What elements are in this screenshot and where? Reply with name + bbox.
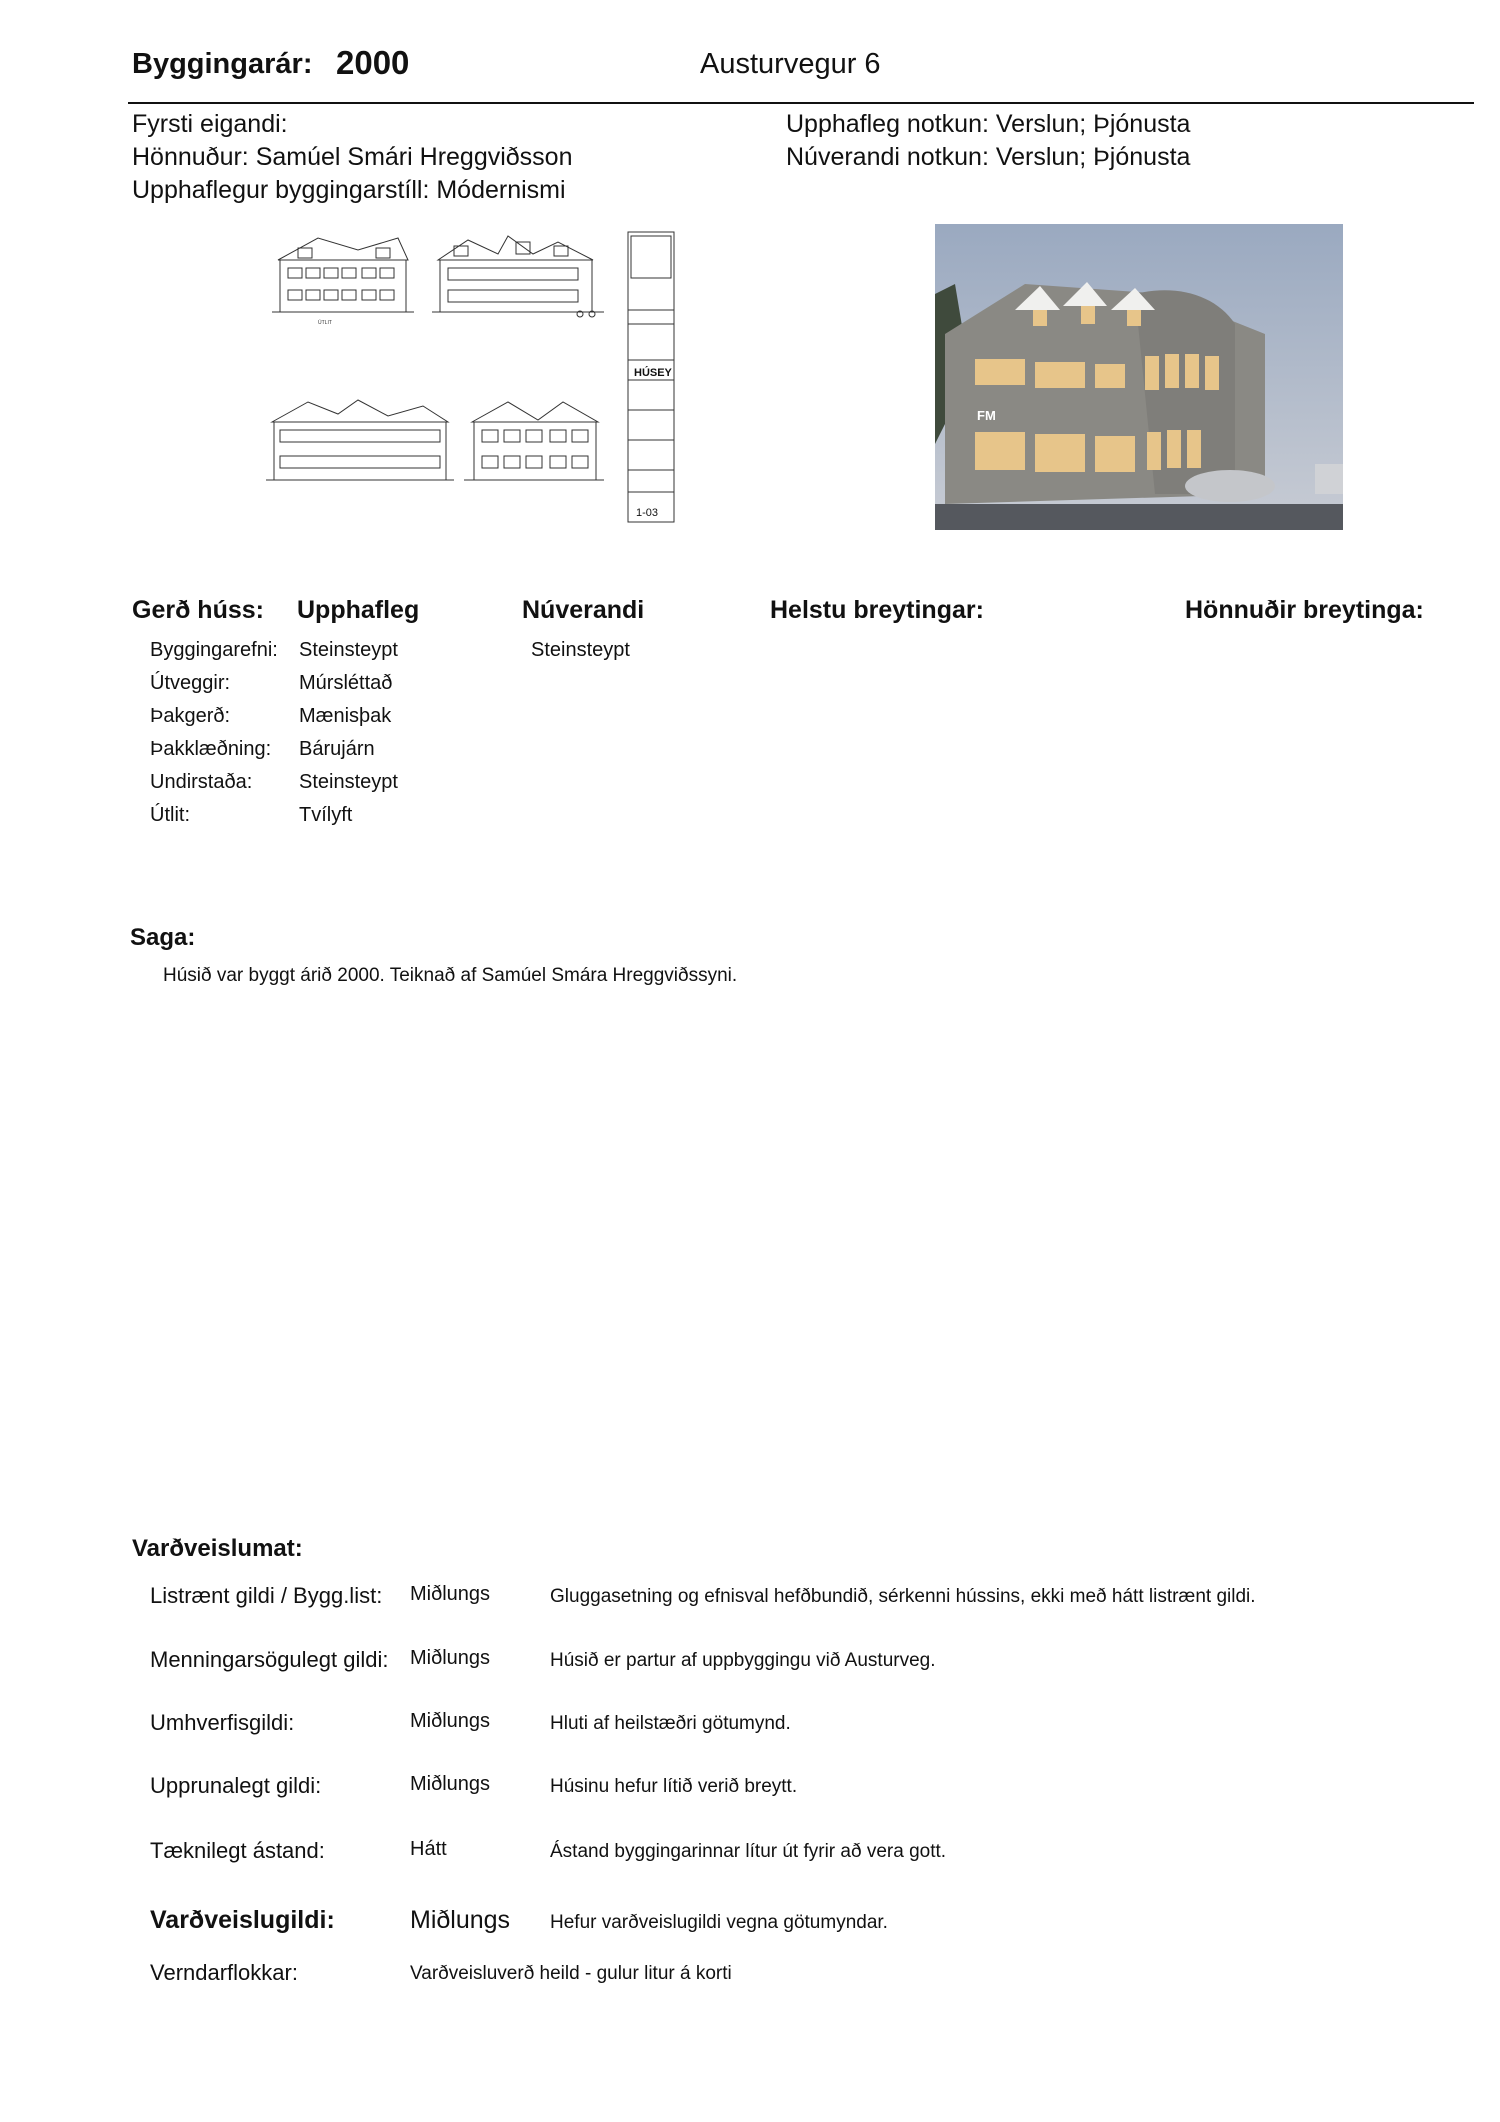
elevation-drawing [258, 230, 676, 524]
original-roof-type: Mænisþak [299, 705, 392, 727]
assessment-heading: Varðveislumat: [132, 1535, 303, 1562]
first-owner: Fyrsti eigandi: [132, 110, 288, 138]
address: Austurvegur 6 [700, 48, 881, 80]
assessment-label: Tæknilegt ástand: [150, 1838, 325, 1863]
current-material: Steinsteypt [531, 639, 630, 661]
total-label: Varðveislugildi: [150, 1906, 335, 1934]
drawing-sheet: 1-03 [636, 507, 659, 519]
info-left [132, 108, 573, 207]
col-header-current: Núverandi [522, 596, 645, 624]
current-use: Núverandi notkun: Verslun; Þjónusta [786, 143, 1191, 171]
drawing-caption: ÚTLIT [318, 320, 332, 326]
label-walls: Útveggir: [150, 672, 231, 694]
assessment-level: Hátt [410, 1838, 447, 1860]
label-appearance: Útlit: [150, 804, 190, 826]
original-roof-cladding: Bárujárn [299, 738, 375, 760]
col-header-type: Gerð húss: [132, 596, 264, 624]
col-header-original: Upphafleg [297, 596, 420, 624]
drawing-brand: HÚSEY [634, 367, 672, 379]
year-label: Byggingarár: [132, 48, 313, 80]
original-walls: Múrsléttað [299, 672, 393, 694]
original-values [299, 634, 398, 832]
original-foundation: Steinsteypt [299, 771, 398, 793]
protection-value: Varðveisluverð heild - gulur litur á korti [410, 1963, 732, 1984]
assessment-desc: Húsið er partur af uppbyggingu við Austurveg. [550, 1650, 936, 1671]
year-value: 2000 [336, 44, 410, 81]
original-appearance: Tvílyft [299, 804, 353, 826]
label-roof-cladding: Þakklæðning: [150, 738, 272, 760]
building-photo [935, 224, 1343, 530]
assessment-desc: Gluggasetning og efnisval hefðbundið, sérkenni hússins, ekki með hátt listrænt gildi. [550, 1586, 1256, 1607]
photo-sign: FM [977, 408, 996, 423]
assessment-label: Listrænt gildi / Bygg.list: [150, 1583, 383, 1608]
current-values [531, 634, 630, 667]
assessment-level: Miðlungs [410, 1583, 491, 1605]
total-desc: Hefur varðveislugildi vegna götumyndar. [550, 1912, 888, 1933]
original-style: Upphaflegur byggingarstíll: Módernismi [132, 176, 566, 204]
header-divider [128, 102, 1474, 104]
assessment-label: Umhverfisgildi: [150, 1710, 295, 1735]
assessment-label: Upprunalegt gildi: [150, 1773, 322, 1798]
protection-label: Verndarflokkar: [150, 1960, 298, 1985]
saga-heading: Saga: [130, 924, 196, 951]
assessment-label: Menningarsögulegt gildi: [150, 1647, 389, 1672]
assessment-level: Miðlungs [410, 1710, 491, 1732]
feature-labels [150, 634, 278, 832]
assessment-desc: Hluti af heilstæðri götumynd. [550, 1713, 791, 1734]
col-header-designers: Hönnuðir breytinga: [1185, 596, 1424, 624]
assessment-desc: Ástand byggingarinnar lítur út fyrir að vera gott. [550, 1841, 947, 1862]
total-level: Miðlungs [410, 1906, 511, 1934]
assessment-level: Miðlungs [410, 1647, 491, 1669]
label-material: Byggingarefni: [150, 639, 278, 661]
label-foundation: Undirstaða: [150, 771, 253, 793]
label-roof-type: Þakgerð: [150, 705, 231, 727]
original-use: Upphafleg notkun: Verslun; Þjónusta [786, 110, 1191, 138]
elev1-windows [288, 248, 394, 300]
info-right [786, 108, 1190, 174]
designer: Hönnuður: Samúel Smári Hreggviðsson [132, 143, 573, 171]
original-material: Steinsteypt [299, 639, 398, 661]
assessment-level: Miðlungs [410, 1773, 491, 1795]
saga-text: Húsið var byggt árið 2000. Teiknað af Samúel Smára Hreggviðssyni. [163, 965, 738, 986]
assessment-desc: Húsinu hefur lítið verið breytt. [550, 1776, 798, 1797]
col-header-changes: Helstu breytingar: [770, 596, 984, 624]
